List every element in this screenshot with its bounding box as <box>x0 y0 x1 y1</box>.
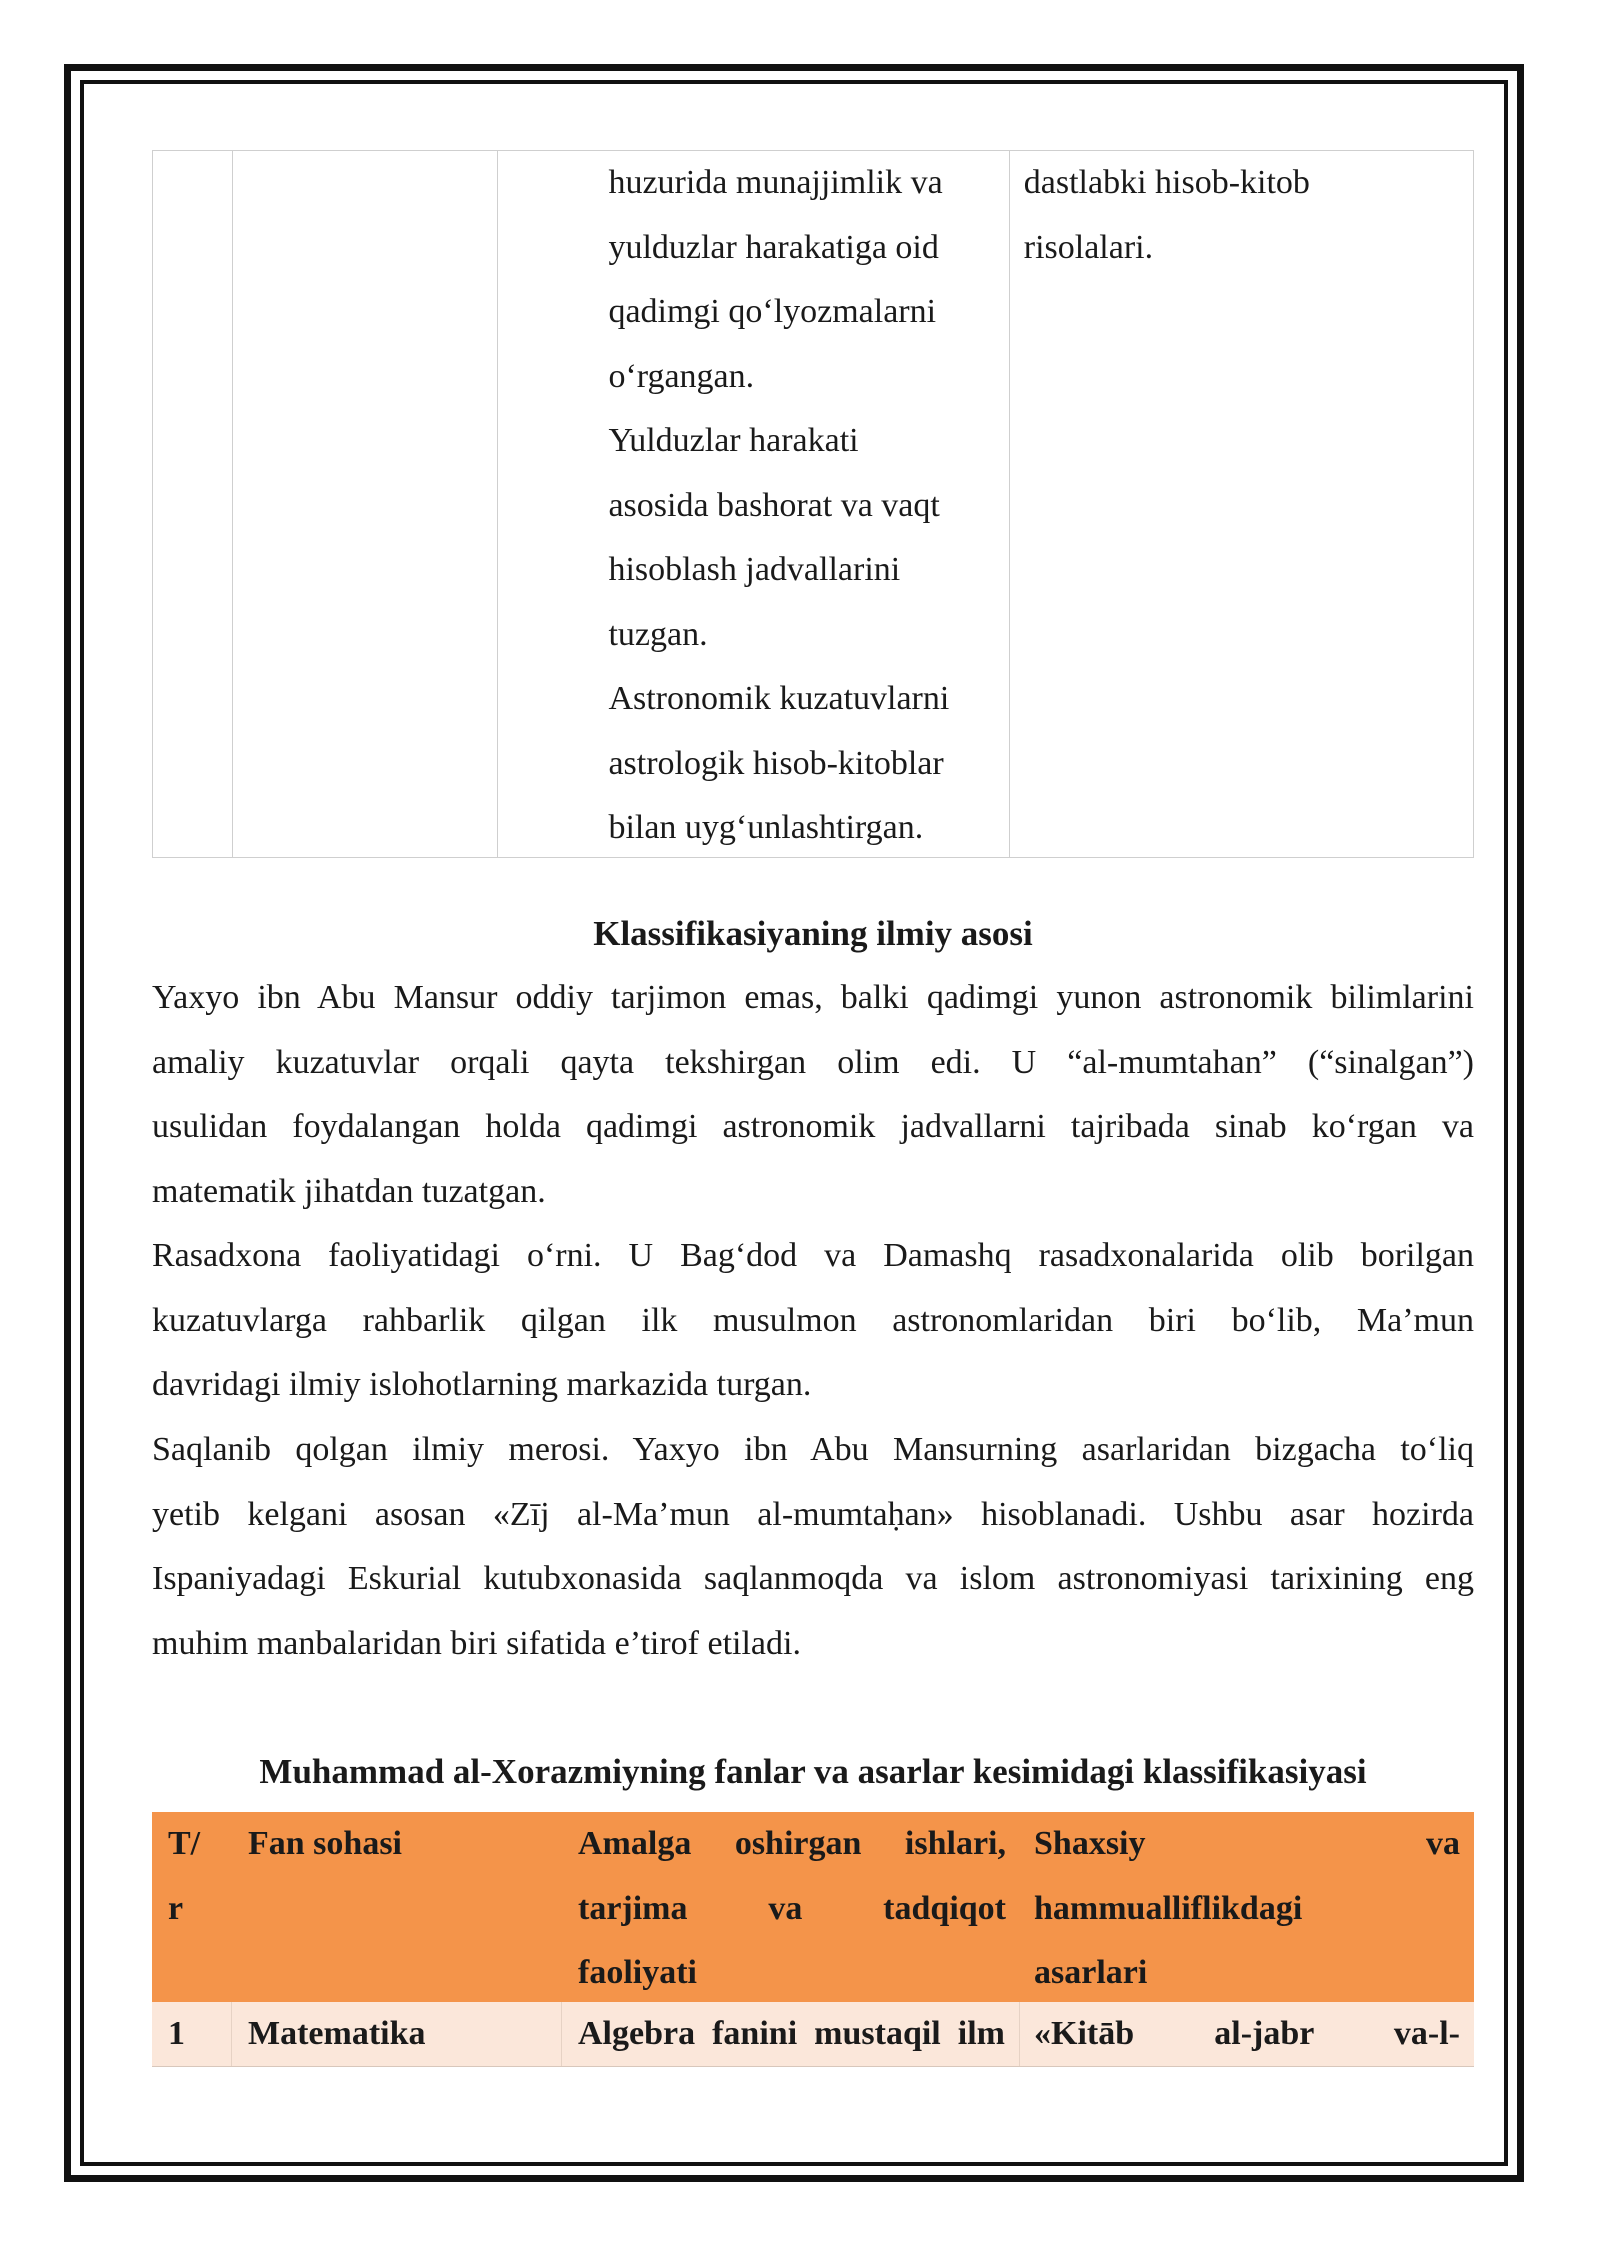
header-cell-field <box>232 1812 562 2002</box>
cell-line: Yulduzlar harakati <box>608 422 859 459</box>
cell-line: huzurida munajjimlik va <box>608 164 943 201</box>
continued-table <box>152 150 1474 858</box>
header-line: tarjima va tadqiqot <box>578 1889 1006 1927</box>
paragraph-line: davridagi ilmiy islohotlarning markazida turgan. <box>152 1366 812 1403</box>
paragraph-line: usulidan foydalangan holda qadimgi astronomik jadvallarni tajribada sinab ko‘rgan va <box>152 1108 1474 1145</box>
header-line: T/ <box>168 1825 201 1862</box>
cell-line: asosida bashorat va vaqt <box>608 486 940 524</box>
header-line: r <box>168 1889 184 1927</box>
paragraph-line: Rasadxona faoliyatidagi o‘rni. U Bag‘dod va Damashq rasadxonalarida olib borilgan <box>152 1237 1474 1274</box>
row-number: 1 <box>152 2002 232 2066</box>
header-cell-works <box>1020 1812 1474 2002</box>
row-work-text: Algebra fanini mustaqil ilm <box>578 2015 1005 2052</box>
row-books <box>1020 2002 1474 2066</box>
paragraph-line: Yaxyo ibn Abu Mansur oddiy tarjimon emas, balki qadimgi yunon astronomik bilimlarini <box>152 979 1474 1016</box>
paragraph <box>152 966 1474 1224</box>
paragraph-line: kuzatuvlarga rahbarlik qilgan ilk musulmon astronomlaridan biri bo‘lib, Ma’mun <box>152 1301 1474 1339</box>
section-heading: Klassifikasiyaning ilmiy asosi <box>593 914 1033 953</box>
paragraph-line: muhim manbalaridan biri sifatida e’tirof etiladi. <box>152 1624 801 1662</box>
header-cell-number <box>152 1812 232 2002</box>
cell-line: hisoblash jadvallarini <box>608 551 901 588</box>
header-line: faoliyati <box>578 1954 697 1991</box>
cell-line: astrologik hisob-kitoblar <box>608 744 944 782</box>
cell-line: tuzgan. <box>608 615 708 653</box>
paragraph-line: Ispaniyadagi Eskurial kutubxonasida saqlanmoqda va islom astronomiyasi tarixining eng <box>152 1560 1474 1597</box>
table-title: Muhammad al-Xorazmiyning fanlar va asarlar kesimidagi klassifikasiyasi <box>259 1752 1367 1791</box>
cell-line: dastlabki hisob-kitob <box>1023 164 1310 201</box>
cell-line: risolalari. <box>1023 228 1154 266</box>
cell-line: Astronomik kuzatuvlarni <box>608 680 950 717</box>
table-cell-field <box>233 151 499 857</box>
paragraph-line: matematik jihatdan tuzatgan. <box>152 1172 546 1210</box>
header-line: Shaxsiy va <box>1034 1825 1460 1862</box>
paragraph <box>152 1418 1474 1676</box>
table-row <box>152 2002 1474 2067</box>
table-header-row <box>152 1812 1474 2002</box>
paragraph <box>152 1224 1474 1418</box>
classification-table <box>152 1812 1474 2067</box>
cell-line: yulduzlar harakatiga oid <box>608 228 939 266</box>
paragraph-line: yetib kelgani asosan «Zīj al-Ma’mun al-mumtaḥan» hisoblanadi. Ushbu asar hozirda <box>152 1495 1474 1533</box>
table-cell-number <box>153 151 233 857</box>
header-line: Fan sohasi <box>248 1825 402 1862</box>
paragraph-line: amaliy kuzatuvlar orqali qayta tekshirgan olim edi. U “al-mumtahan” (“sinalgan”) <box>152 1043 1474 1081</box>
cell-line: bilan uyg‘unlashtirgan. <box>608 809 924 846</box>
header-line: Amalga oshirgan ishlari, <box>578 1825 1006 1862</box>
cell-line: o‘rgangan. <box>608 357 755 395</box>
row-books-text: «Kitāb al-jabr va-l- <box>1034 2015 1460 2052</box>
table-cell-activities <box>498 151 1009 857</box>
table-cell-works <box>1010 151 1473 857</box>
row-field: Matematika <box>232 2002 562 2066</box>
header-cell-activities <box>562 1812 1020 2002</box>
cell-line: qadimgi qo‘lyozmalarni <box>608 293 937 330</box>
header-line: hammualliflikdagi <box>1034 1889 1303 1927</box>
paragraph-line: Saqlanib qolgan ilmiy merosi. Yaxyo ibn Abu Mansurning asarlaridan bizgacha to‘liq <box>152 1431 1474 1468</box>
header-line: asarlari <box>1034 1954 1148 1991</box>
row-work <box>562 2002 1020 2066</box>
